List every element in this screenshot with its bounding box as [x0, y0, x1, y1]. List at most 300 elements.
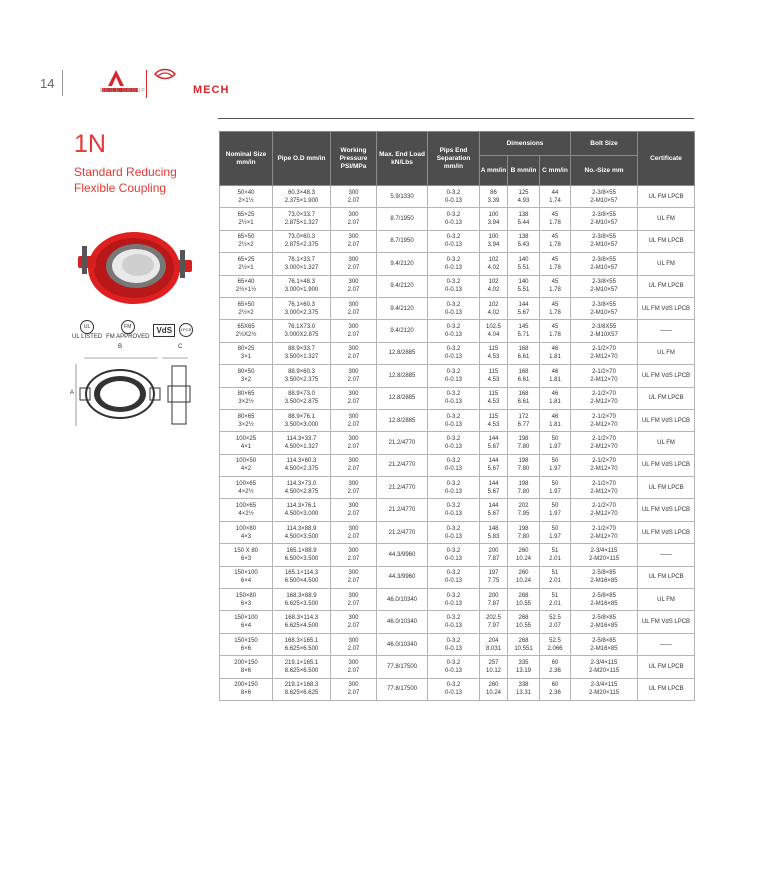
cell-line: 3.500×2.375: [284, 376, 319, 383]
cell-line: 12.8/2885: [388, 350, 416, 357]
cell-bolt-size: [571, 678, 638, 700]
cell-line: 0-0.13: [444, 376, 462, 383]
cell-line: 0-3.2: [446, 682, 461, 689]
cell-line: 10.24: [485, 690, 501, 697]
cell-line: 2.875×1.327: [284, 220, 319, 227]
cell-dim-a: [480, 275, 508, 297]
cell-line: 300: [348, 368, 359, 375]
cell-end-separation: [428, 365, 480, 387]
table-row: [220, 297, 695, 319]
cell-line: 100×65: [235, 480, 257, 487]
cell-dim-c: [540, 320, 571, 342]
cell-line: 102: [488, 279, 499, 286]
cell-dim-b: [508, 432, 540, 454]
col-dimensions: Dimensions: [480, 132, 571, 156]
cell-line: 8.7/1950: [390, 216, 414, 223]
cell-bolt-size: [571, 297, 638, 319]
cell-nominal-size: [220, 611, 273, 633]
cell-max-end-load: [377, 633, 428, 655]
cell-dim-a: [480, 656, 508, 678]
cell-line: 6.61: [517, 376, 530, 383]
cell-line: 2-1/2×70: [592, 480, 616, 487]
cell-line: 140: [518, 279, 529, 286]
cell-line: 100×80: [235, 525, 257, 532]
cell-line: 2-3/4×115: [590, 659, 618, 666]
product-title-line-1: Standard Reducing: [74, 165, 177, 179]
cell-line: 9.4/2120: [390, 328, 414, 335]
cell-line: 300: [348, 503, 359, 510]
cell-max-end-load: [377, 342, 428, 364]
cell-line: 114.3×73.0: [286, 480, 317, 487]
cell-end-separation: [428, 499, 480, 521]
cell-line: 65×25: [237, 256, 255, 263]
cell-line: 2.01: [549, 600, 561, 607]
cell-line: 300: [348, 324, 359, 331]
cell-working-pressure: [331, 186, 377, 208]
table-row: [220, 656, 695, 678]
cell-line: 4.04: [487, 332, 500, 339]
cell-pipe-od: [273, 544, 331, 566]
cell-line: 300: [348, 413, 359, 420]
cell-nominal-size: [220, 432, 273, 454]
cell-line: 3.39: [487, 197, 500, 204]
cell-line: 100: [488, 234, 499, 241]
cell-line: 300: [348, 570, 359, 577]
cell-max-end-load: [377, 186, 428, 208]
cell-pipe-od: [273, 409, 331, 431]
cell-line: 10.24: [515, 555, 531, 562]
cell-certificate: [638, 253, 695, 275]
col-dim-a: A mm/in: [480, 156, 508, 186]
cell-line: 4.500×2.875: [284, 488, 319, 495]
cert-label-ul: UL LISTED: [72, 334, 103, 340]
cell-end-separation: [428, 521, 480, 543]
cell-dim-b: [508, 589, 540, 611]
cell-line: 144: [518, 301, 529, 308]
cell-dim-a: [480, 186, 508, 208]
cell-nominal-size: [220, 186, 273, 208]
cell-bolt-size: [571, 230, 638, 252]
cell-dim-b: [508, 297, 540, 319]
cell-max-end-load: [377, 320, 428, 342]
cell-line: 6.625×3.500: [284, 600, 319, 607]
cell-working-pressure: [331, 454, 377, 476]
cell-dim-c: [540, 454, 571, 476]
cell-max-end-load: [377, 566, 428, 588]
table-top-rule: [218, 118, 694, 119]
cell-line: 2.07: [347, 287, 360, 294]
cell-line: 102.5: [485, 324, 501, 331]
cell-pipe-od: [273, 186, 331, 208]
cell-line: 1.97: [549, 466, 561, 473]
cell-line: 1.81: [549, 376, 561, 383]
cell-line: 2.36: [549, 667, 561, 674]
cell-line: 65×25: [237, 212, 255, 219]
cell-dim-a: [480, 589, 508, 611]
cell-line: UL FM VdS LPCB: [641, 619, 691, 626]
cell-nominal-size: [220, 589, 273, 611]
cell-line: 2.07: [347, 242, 360, 249]
cell-dim-c: [540, 633, 571, 655]
cell-bolt-size: [571, 477, 638, 499]
cell-line: 2-M16×85: [590, 645, 618, 652]
cell-end-separation: [428, 454, 480, 476]
cell-line: 140: [518, 256, 529, 263]
cell-line: 21.2/4770: [388, 507, 416, 514]
cell-dim-a: [480, 297, 508, 319]
cell-line: 268: [518, 615, 529, 622]
cell-bolt-size: [571, 409, 638, 431]
cell-end-separation: [428, 208, 480, 230]
cell-max-end-load: [377, 454, 428, 476]
table-row: [220, 253, 695, 275]
cell-line: 46: [551, 391, 559, 398]
cell-dim-a: [480, 499, 508, 521]
cell-line: 13.19: [515, 667, 531, 674]
drawing-label-c: C: [178, 344, 183, 350]
cell-dim-c: [540, 253, 571, 275]
cell-line: 1.97: [549, 443, 561, 450]
cell-line: 0-0.13: [444, 511, 462, 518]
cell-pipe-od: [273, 454, 331, 476]
cell-line: 52.5: [549, 615, 561, 622]
cell-line: 0-0.13: [444, 645, 462, 652]
cell-line: 0-3.2: [446, 458, 461, 465]
cell-line: 46.0/10340: [386, 641, 418, 648]
cell-line: 2.07: [347, 578, 360, 585]
cell-line: 2.07: [347, 533, 360, 540]
cell-line: 5.44: [517, 220, 530, 227]
cell-line: 335: [518, 659, 529, 666]
cell-pipe-od: [273, 387, 331, 409]
cell-line: 65X65: [237, 324, 255, 331]
cell-line: 80×65: [237, 391, 255, 398]
cell-working-pressure: [331, 521, 377, 543]
cell-working-pressure: [331, 544, 377, 566]
cell-end-separation: [428, 387, 480, 409]
cell-line: 45: [551, 256, 559, 263]
cell-line: 200: [488, 592, 499, 599]
table-row: [220, 387, 695, 409]
cell-max-end-load: [377, 611, 428, 633]
cell-line: 88.9×60.3: [288, 368, 315, 375]
cell-line: 0-3.2: [446, 413, 461, 420]
cell-line: 0-3.2: [446, 503, 461, 510]
cell-line: 2-5/8×85: [592, 637, 616, 644]
cell-dim-b: [508, 611, 540, 633]
cell-line: 88.9×76.1: [288, 413, 315, 420]
cell-line: 165.1×114.3: [284, 570, 319, 577]
cell-nominal-size: [220, 633, 273, 655]
cell-line: 5.67: [487, 466, 500, 473]
cell-line: 2-3/4×115: [590, 682, 618, 689]
cell-line: 168.3×88.9: [286, 592, 317, 599]
cell-line: UL FM: [657, 216, 675, 223]
certification-logos: [72, 316, 202, 344]
cell-line: UL FM VdS LPCB: [641, 372, 691, 379]
cell-certificate: [638, 544, 695, 566]
cell-line: 2-M10×57: [590, 220, 618, 227]
cell-line: 10.24: [515, 578, 531, 585]
cell-dim-b: [508, 409, 540, 431]
cell-line: 1.81: [549, 399, 561, 406]
cell-line: 5.51: [517, 264, 530, 271]
cell-end-separation: [428, 186, 480, 208]
cell-line: 45: [551, 212, 559, 219]
cell-line: 7.95: [517, 511, 530, 518]
cell-line: 3.000×1.900: [284, 287, 319, 294]
cell-line: 4×3: [240, 533, 252, 540]
cell-line: 0-0.13: [444, 578, 462, 585]
cell-line: 0-0.13: [444, 287, 462, 294]
cell-nominal-size: [220, 253, 273, 275]
vds-icon: [153, 324, 175, 337]
cell-certificate: [638, 678, 695, 700]
table-row: [220, 186, 695, 208]
cell-pipe-od: [273, 477, 331, 499]
cell-line: 0-3.2: [446, 615, 461, 622]
cell-line: 10.551: [514, 645, 533, 652]
coupling-photo: [72, 210, 202, 320]
cell-working-pressure: [331, 409, 377, 431]
cell-line: 260: [488, 682, 499, 689]
cell-line: UL FM: [657, 350, 675, 357]
cell-line: 138: [518, 234, 529, 241]
cell-line: 2.07: [347, 264, 360, 271]
cell-line: 2-M12×70: [590, 533, 618, 540]
cell-working-pressure: [331, 230, 377, 252]
cell-end-separation: [428, 409, 480, 431]
cell-nominal-size: [220, 409, 273, 431]
cell-line: 73.0×60.3: [288, 234, 315, 241]
cell-line: ——: [660, 641, 673, 648]
cell-line: 50: [551, 435, 559, 442]
cell-line: 2.01: [549, 555, 561, 562]
cell-line: 198: [518, 458, 529, 465]
cell-line: 2-M20×115: [588, 667, 620, 674]
cell-line: 50×40: [237, 189, 255, 196]
cell-dim-c: [540, 409, 571, 431]
cell-dim-c: [540, 342, 571, 364]
cell-line: 5.43: [517, 242, 530, 249]
cell-end-separation: [428, 678, 480, 700]
cell-dim-c: [540, 499, 571, 521]
cell-max-end-load: [377, 678, 428, 700]
cell-line: 1.78: [549, 242, 561, 249]
cell-line: 2.07: [347, 197, 360, 204]
cell-certificate: [638, 342, 695, 364]
cell-line: 1.81: [549, 354, 561, 361]
cell-nominal-size: [220, 521, 273, 543]
cell-dim-a: [480, 342, 508, 364]
cell-line: 76.1×33.7: [288, 256, 315, 263]
cell-line: 0-3.2: [446, 368, 461, 375]
cell-line: UL FM LPCB: [648, 238, 684, 245]
cell-line: 2.07: [347, 667, 360, 674]
cell-line: 9.4/2120: [390, 305, 414, 312]
cell-certificate: [638, 297, 695, 319]
cell-line: 168: [518, 368, 529, 375]
cell-nominal-size: [220, 297, 273, 319]
cell-dim-a: [480, 477, 508, 499]
cell-line: 2-M10×57: [590, 309, 618, 316]
cell-line: 300: [348, 212, 359, 219]
cell-dim-c: [540, 432, 571, 454]
cell-line: 3.94: [487, 220, 500, 227]
cell-bolt-size: [571, 521, 638, 543]
cell-dim-a: [480, 409, 508, 431]
cell-line: 51: [551, 547, 559, 554]
cell-pipe-od: [273, 320, 331, 342]
cell-line: 2½×2: [238, 242, 254, 249]
cell-line: 60.3×48.3: [288, 189, 315, 196]
cell-line: 2-5/8×85: [592, 570, 616, 577]
cell-dim-a: [480, 230, 508, 252]
cell-pipe-od: [273, 566, 331, 588]
cell-working-pressure: [331, 275, 377, 297]
cell-line: 88.9×73.0: [288, 391, 315, 398]
cell-dim-b: [508, 499, 540, 521]
cell-line: UL FM: [657, 596, 675, 603]
cell-line: 0-0.13: [444, 421, 462, 428]
cell-nominal-size: [220, 342, 273, 364]
cell-line: 6×6: [240, 645, 252, 652]
cell-line: 65×40: [237, 279, 255, 286]
cell-line: 102: [488, 301, 499, 308]
cell-line: 114.3×60.3: [286, 458, 317, 465]
cell-dim-b: [508, 656, 540, 678]
cell-line: 300: [348, 301, 359, 308]
dimension-drawing-icon: [70, 352, 210, 432]
cell-line: 12.8/2885: [388, 372, 416, 379]
cell-line: 6.500×4.500: [284, 578, 319, 585]
table-row: [220, 611, 695, 633]
cell-bolt-size: [571, 387, 638, 409]
table-row: [220, 477, 695, 499]
cell-line: 198: [518, 525, 529, 532]
cell-line: 257: [488, 659, 499, 666]
cell-line: 2.07: [347, 309, 360, 316]
cell-certificate: [638, 432, 695, 454]
cell-line: 2-5/8×85: [592, 592, 616, 599]
cell-line: 50: [551, 480, 559, 487]
cell-line: UL FM VdS LPCB: [641, 529, 691, 536]
cell-line: 6×4: [240, 578, 252, 585]
cell-pipe-od: [273, 253, 331, 275]
cell-line: 2-M12×70: [590, 443, 618, 450]
cell-dim-a: [480, 544, 508, 566]
cell-line: 0-0.13: [444, 667, 462, 674]
fm-approved-icon: FM FM APPROVED: [106, 320, 149, 340]
cell-line: 2.07: [347, 645, 360, 652]
cell-bolt-size: [571, 432, 638, 454]
cell-line: 0-0.13: [444, 242, 462, 249]
cell-line: 3.000×2.375: [284, 309, 319, 316]
cell-line: 50: [551, 458, 559, 465]
cell-end-separation: [428, 589, 480, 611]
cell-line: 3.500×2.875: [284, 399, 319, 406]
cell-line: 100: [488, 212, 499, 219]
cell-line: 6×3: [240, 555, 252, 562]
table-row: [220, 499, 695, 521]
cell-dim-a: [480, 454, 508, 476]
cell-line: 2-M10×57: [590, 197, 618, 204]
cell-line: 2.07: [347, 399, 360, 406]
cell-dim-b: [508, 387, 540, 409]
cell-max-end-load: [377, 499, 428, 521]
cell-line: 150×100: [234, 570, 258, 577]
cell-line: 2-M12×70: [590, 376, 618, 383]
cell-line: 50: [551, 525, 559, 532]
cell-line: 3.94: [487, 242, 500, 249]
cell-line: UL FM LPCB: [648, 663, 684, 670]
cell-pipe-od: [273, 342, 331, 364]
cell-line: 86: [490, 189, 497, 196]
cell-line: 202.5: [485, 615, 501, 622]
cell-dim-b: [508, 253, 540, 275]
cell-working-pressure: [331, 678, 377, 700]
cell-line: 7.75: [487, 578, 500, 585]
cell-line: 0-3.2: [446, 570, 461, 577]
table-row: [220, 566, 695, 588]
product-model: 1N: [74, 130, 106, 158]
cell-certificate: [638, 499, 695, 521]
cell-line: 2-M12×70: [590, 354, 618, 361]
cell-certificate: [638, 589, 695, 611]
cell-pipe-od: [273, 297, 331, 319]
cell-line: 172: [518, 413, 529, 420]
cell-line: 2.07: [347, 354, 360, 361]
cell-line: 60: [551, 659, 559, 666]
cell-working-pressure: [331, 208, 377, 230]
cell-line: 150×150: [234, 637, 258, 644]
cell-line: 10.55: [515, 623, 531, 630]
table-row: [220, 208, 695, 230]
cell-line: 115: [488, 346, 499, 353]
cell-line: 46.0/10340: [386, 619, 418, 626]
cell-line: 144: [488, 435, 499, 442]
cell-line: 1.97: [549, 533, 561, 540]
cell-line: 148: [488, 525, 499, 532]
cell-line: UL FM: [657, 260, 675, 267]
cell-certificate: [638, 365, 695, 387]
cell-line: 115: [488, 413, 499, 420]
cell-working-pressure: [331, 656, 377, 678]
cell-line: 44.3/9960: [388, 574, 416, 581]
col-max-end-load: Max. End Load kN/Lbs: [377, 132, 428, 186]
cell-certificate: [638, 521, 695, 543]
cell-line: 300: [348, 189, 359, 196]
col-end-separation: Pips End Separation mm/in: [428, 132, 480, 186]
cell-line: 2-1/2×70: [592, 525, 616, 532]
cell-line: 2-M16×85: [590, 578, 618, 585]
cell-pipe-od: [273, 275, 331, 297]
cell-bolt-size: [571, 611, 638, 633]
table-row: [220, 320, 695, 342]
cell-line: 168: [518, 346, 529, 353]
cell-line: 44: [551, 189, 559, 196]
cell-line: 6×4: [240, 623, 252, 630]
cell-line: 300: [348, 659, 359, 666]
cell-line: 1.78: [549, 309, 561, 316]
cell-line: 8.625×6.500: [284, 667, 319, 674]
cell-line: 4×2½: [238, 488, 254, 495]
cell-line: 46.0/10340: [386, 596, 418, 603]
cell-line: UL FM VdS LPCB: [641, 507, 691, 514]
cell-dim-a: [480, 566, 508, 588]
cell-line: 2.07: [347, 332, 360, 339]
cell-line: 2-M16×85: [590, 623, 618, 630]
